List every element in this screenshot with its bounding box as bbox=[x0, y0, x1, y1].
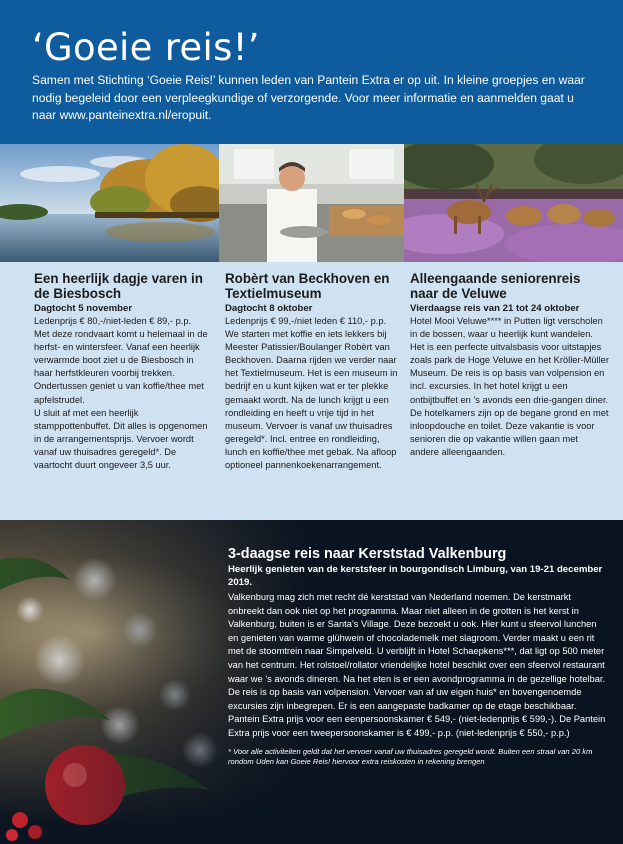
trip-biesbosch bbox=[0, 262, 219, 520]
trip-title: Alleengaande seniorenreis naar de Veluwe bbox=[410, 271, 581, 301]
chef-photo bbox=[219, 144, 404, 262]
trip-description: Hotel Mooi Veluwe**** in Putten ligt verscholen in de bossen, waar u heerlijk kunt wandelen. Het is een perfecte uitvalsbasis voor uitstapjes zoals park de Hoge Veluwe en het Kröller-Müller Museum. De reis is op basis van volpension en incl. excursies. In het hotel krijgt u een ontbijtbuffet en ’s avonds een drie-gangen diner. De hotelkamers zijn op de begane grond en met inloopdouche en toilet. Deze vakantie is voor senioren die op vakantie willen gaan met andere alleengaanden. bbox=[410, 316, 609, 457]
valkenburg-text bbox=[228, 546, 608, 768]
valkenburg-section bbox=[0, 520, 623, 844]
trip-textielmuseum bbox=[219, 262, 404, 520]
biesbosch-photo bbox=[0, 144, 219, 262]
veluwe-deer-photo bbox=[404, 144, 623, 262]
transport-footnote: * Voor alle activiteiten geldt dat het vervoer vanaf uw thuisadres geregeld wordt. Buiten een straal van 20 km rondom Uden kan Goeie Reis! hiervoor extra reiskosten in rekening brengen bbox=[228, 746, 593, 767]
valkenburg-subtitle: Heerlijk genieten van de kerstsfeer in bourgondisch Limburg, van 19-21 december 2019. bbox=[228, 564, 603, 588]
header-banner bbox=[0, 0, 623, 144]
trip-description-2: U sluit af met een heerlijk stamppottenbuffet. Dit alles is opgenomen in de arrangementsprijs. Vervoer wordt vanaf uw thuisadres geregeld*. De vaartocht duurt ongeveer 3,5 uur. bbox=[34, 407, 208, 471]
intro-text: Samen met Stichting ‘Goeie Reis!’ kunnen leden van Pantein Extra er op uit. In kleine groepjes en waar nodig begeleid door een verpleegkundige of verzorgende. Voor meer informatie en aanmelden gaat u naar www.panteinextra.nl/eropuit. bbox=[32, 73, 585, 122]
valkenburg-title: 3-daagse reis naar Kerststad Valkenburg bbox=[228, 546, 507, 562]
trip-title: Robèrt van Beckhoven en Textielmuseum bbox=[225, 271, 390, 301]
trip-date: Dagtocht 8 oktober bbox=[225, 303, 313, 314]
trip-veluwe bbox=[404, 262, 623, 520]
valkenburg-description: Valkenburg mag zich met recht dé kerststad van Nederland noemen. De kerstmarkt onbreekt dan ook niet op het programma. Maar niet alleen in de grotten is het kerst in Valkenburg, buiten is er Santa’s Village. Deze bezoekt u ook. Hier kunt u sfeervol lunchen en genieten van warme glühwein of chocolademelk met slagroom. Verder maakt u een rit met de stoomtrein naar Simpelveld. U verblijft in Hotel Schaepkens***, dat ligt op 500 meter van het centrum. Het rolstoel/rollator vriendelijke hotel beschikt over een sfeervol restaurant waar we ’s avonds dineren. Na het eten is er een avondprogramma in de gezellige hotelbar. De reis is op basis van volpension. Vervoer van af uw eigen huis* en bovengenoemde excursies zijn inbegrepen. Er is een aangepaste badkamer op de etage beschikbaar. Pantein Extra prijs voor een eenpersoonskamer € 549,- (niet-ledenprijs € 599,-). De Pantein Extra prijs voor een tweepersoonskamer is € 499,- p.p. (niet-ledenprijs € 550,- p.p.) bbox=[228, 592, 606, 738]
trip-price: Ledenprijs € 80,-/niet-leden € 89,- p.p. bbox=[34, 316, 192, 326]
trip-title: Een heerlijk dagje varen in de Biesbosch bbox=[34, 271, 203, 301]
trip-description: We starten met koffie en iets lekkers bij Meester Patissier/Boulanger Robèrt van Beckhoven. Daarna rijden we verder naar het Textielmuseum. Het is een museum in bedrijf en u kunt kijken wat er ter plekke gemaakt wordt. Na de lunch krijgt u een rondleiding en heeft u vrije tijd in het museum. Vervoer is vanaf uw thuisadres geregeld*. Incl. entree en rondleiding, lunch en koffie/thee met gebak. Na afloop optioneel pannenkoekenarrangement. bbox=[225, 329, 398, 471]
trip-date: Vierdaagse reis van 21 tot 24 oktober bbox=[410, 303, 580, 314]
trip-price: Ledenprijs € 99,-/niet leden € 110,- p.p. bbox=[225, 316, 387, 326]
trip-date: Dagtocht 5 november bbox=[34, 303, 133, 314]
page-title: ‘Goeie reis!’ bbox=[32, 26, 260, 69]
trip-description: Met deze rondvaart komt u helemaal in de herfst- en wintersfeer. Vanaf een heerlijk verwarmde boot ziet u de Biesbosch in haar herfstkleuren voorbij trekken. Ondertussen geniet u van koffie/thee met apfelstrudel. bbox=[34, 329, 208, 405]
